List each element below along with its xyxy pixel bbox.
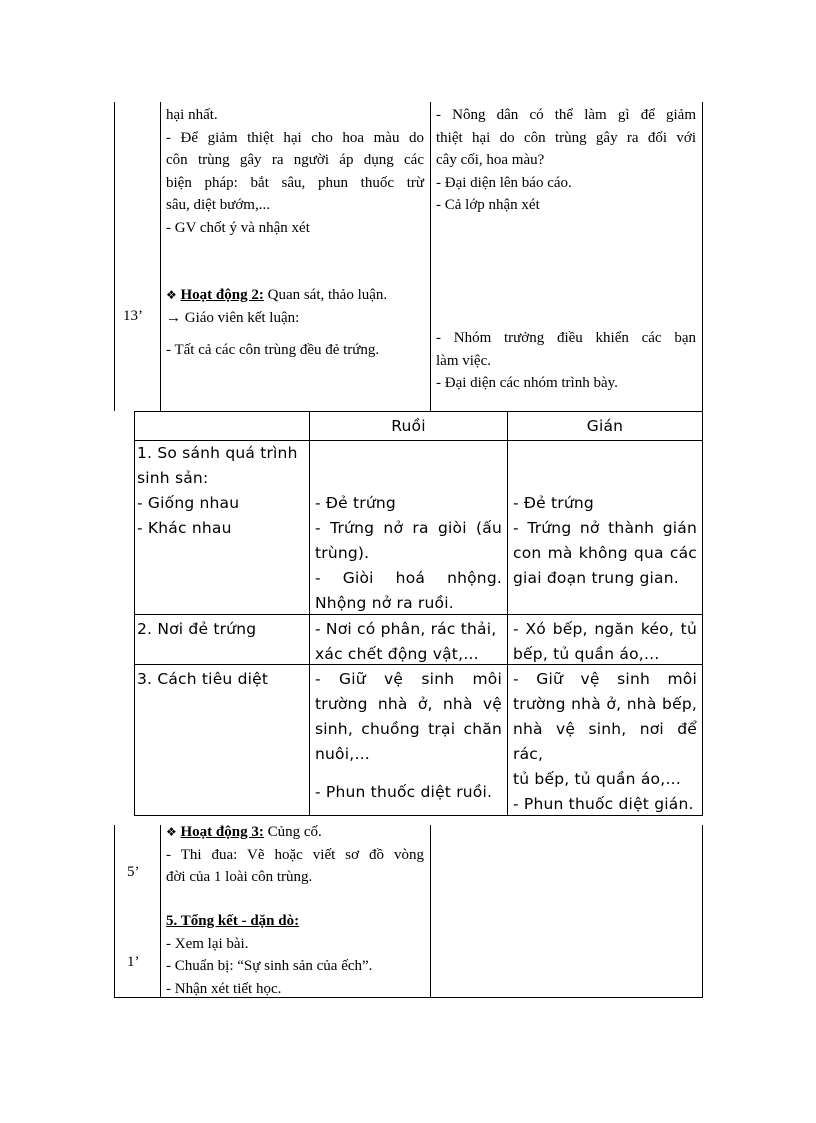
row1-fly-line: Nhộng nở ra ruồi. bbox=[315, 594, 454, 612]
summary bbox=[166, 910, 424, 1000]
student-line: - Cả lớp nhận xét bbox=[436, 197, 540, 213]
row1-cockroach bbox=[513, 491, 697, 591]
row2-roach-line: - Xó bếp, ngăn kéo, tủ bbox=[513, 620, 697, 638]
row2-fly-line: - Nơi có phân, rác thải, bbox=[315, 620, 497, 638]
row3-roach-line: tủ bếp, tủ quần áo,… bbox=[513, 770, 682, 788]
header-fly: Ruồi bbox=[391, 417, 426, 435]
row3-roach-line: nhà vệ sinh, nơi để rác, bbox=[513, 720, 697, 763]
row3-fly-line: trường nhà ở, nhà vệ bbox=[315, 695, 502, 713]
row3-fly-line: sinh, chuồng trại chăn bbox=[315, 720, 502, 738]
row2-fly bbox=[315, 617, 502, 667]
bottom-table-left-border bbox=[114, 825, 115, 998]
row1-roach-line: con mà không qua các bbox=[513, 544, 697, 562]
bottom-table-divider-1 bbox=[160, 825, 161, 998]
compare-right-border bbox=[702, 411, 703, 816]
top-table-left-border bbox=[114, 102, 115, 411]
row2-fly-line: xác chết động vật,… bbox=[315, 645, 479, 663]
student-line: - Đại diện lên báo cáo. bbox=[436, 174, 572, 191]
row1-fly-line: - Trứng nở ra giòi (ấu bbox=[315, 519, 502, 537]
activity-3 bbox=[166, 821, 424, 889]
activity-2 bbox=[166, 284, 424, 362]
top-table-divider-1 bbox=[160, 102, 161, 411]
row1-label-line: 1. So sánh quá trình bbox=[137, 444, 298, 462]
student-line: - Đại diện các nhóm trình bày. bbox=[436, 375, 618, 391]
row2-roach-line: bếp, tủ quần áo,… bbox=[513, 645, 660, 663]
row1-label-line: - Giống nhau bbox=[137, 494, 240, 512]
teacher-line: - Để giảm thiệt hại cho hoa màu do bbox=[166, 129, 424, 146]
row3-roach-line: - Phun thuốc diệt gián. bbox=[513, 795, 694, 813]
row1-fly-line: trùng). bbox=[315, 544, 370, 562]
teacher-line: biện pháp: bắt sâu, phun thuốc trừ bbox=[166, 174, 424, 191]
summary-title: 5. Tổng kết - dặn dò: bbox=[166, 913, 300, 929]
activity-2-title: Hoạt động 2: bbox=[180, 287, 264, 303]
teacher-line: sâu, diệt bướm,... bbox=[166, 197, 270, 213]
row3-fly-line: - Giữ vệ sinh môi bbox=[315, 670, 502, 688]
row1-fly-line: - Đẻ trứng bbox=[315, 494, 396, 512]
row3-roach-line: - Giữ vệ sinh môi bbox=[513, 670, 697, 688]
teacher-line: hại nhất. bbox=[166, 107, 218, 123]
student-line: - Nông dân có thể làm gì để giảm bbox=[436, 107, 696, 123]
activity-3-title: Hoạt động 3: bbox=[180, 824, 264, 840]
top-table-right-border bbox=[702, 102, 703, 411]
activity-2-conclusion: → Giáo viên kết luận: bbox=[166, 309, 300, 326]
activity-3-desc: Củng cố. bbox=[263, 824, 322, 840]
compare-divider-1 bbox=[309, 411, 310, 816]
diamond-bullet-icon: ❖ bbox=[166, 288, 177, 302]
row3-roach-line: trường nhà ở, nhà bếp, bbox=[513, 695, 697, 713]
diamond-bullet-icon: ❖ bbox=[166, 825, 177, 839]
summary-line: - Xem lại bài. bbox=[166, 935, 249, 952]
row1-label bbox=[137, 441, 307, 541]
activity-3-line: - Thi đua: Vẽ hoặc viết sơ đồ vòng bbox=[166, 846, 424, 863]
student-activities-2 bbox=[436, 327, 696, 395]
student-line: cây cối, hoa màu? bbox=[436, 152, 545, 168]
activity-2-desc: Quan sát, thảo luận. bbox=[263, 287, 388, 303]
student-line: làm việc. bbox=[436, 352, 491, 369]
bottom-table-right-border bbox=[702, 825, 703, 998]
row1-roach-line: - Trứng nở thành gián bbox=[513, 519, 697, 537]
row3-fly-line: - Phun thuốc diệt ruồi. bbox=[315, 783, 493, 801]
row2-label: 2. Nơi đẻ trứng bbox=[137, 620, 257, 638]
compare-top-border bbox=[134, 411, 703, 412]
row1-roach-line: giai đoạn trung gian. bbox=[513, 569, 679, 587]
row3-fly bbox=[315, 667, 502, 805]
time-13: 13’ bbox=[123, 308, 143, 324]
student-line: - Nhóm trưởng điều khiển các bạn bbox=[436, 330, 696, 346]
summary-line: - Nhận xét tiết học. bbox=[166, 980, 282, 997]
compare-divider-2 bbox=[507, 411, 508, 816]
summary-line: - Chuẩn bị: “Sự sinh sản của ếch”. bbox=[166, 958, 373, 974]
row3-fly-line: nuôi,… bbox=[315, 745, 371, 763]
row1-fly-line: - Giòi hoá nhộng. bbox=[315, 569, 502, 587]
student-activities bbox=[436, 104, 696, 217]
row1-roach-line: - Đẻ trứng bbox=[513, 494, 594, 512]
top-table-divider-2 bbox=[430, 102, 431, 411]
row3-label: 3. Cách tiêu diệt bbox=[137, 670, 269, 688]
row1-fly bbox=[315, 491, 502, 616]
time-5: 5’ bbox=[127, 864, 140, 880]
row2-cockroach bbox=[513, 617, 697, 667]
bottom-table-divider-2 bbox=[430, 825, 431, 998]
row1-label-line: - Khác nhau bbox=[137, 519, 232, 537]
teacher-line: côn trùng gây ra người áp dụng các bbox=[166, 152, 424, 168]
student-line: thiệt hại do côn trùng gây ra đối với bbox=[436, 129, 696, 146]
activity-3-line: đời của 1 loài côn trùng. bbox=[166, 869, 313, 885]
time-1: 1’ bbox=[127, 954, 140, 970]
header-cockroach: Gián bbox=[586, 417, 624, 435]
teacher-activities bbox=[166, 104, 424, 239]
row1-label-line: sinh sản: bbox=[137, 469, 209, 487]
row3-cockroach bbox=[513, 667, 697, 817]
activity-2-point: - Tất cả các côn trùng đều đẻ trứng. bbox=[166, 342, 380, 358]
compare-left-border bbox=[134, 411, 135, 816]
teacher-line: - GV chốt ý và nhận xét bbox=[166, 219, 310, 236]
